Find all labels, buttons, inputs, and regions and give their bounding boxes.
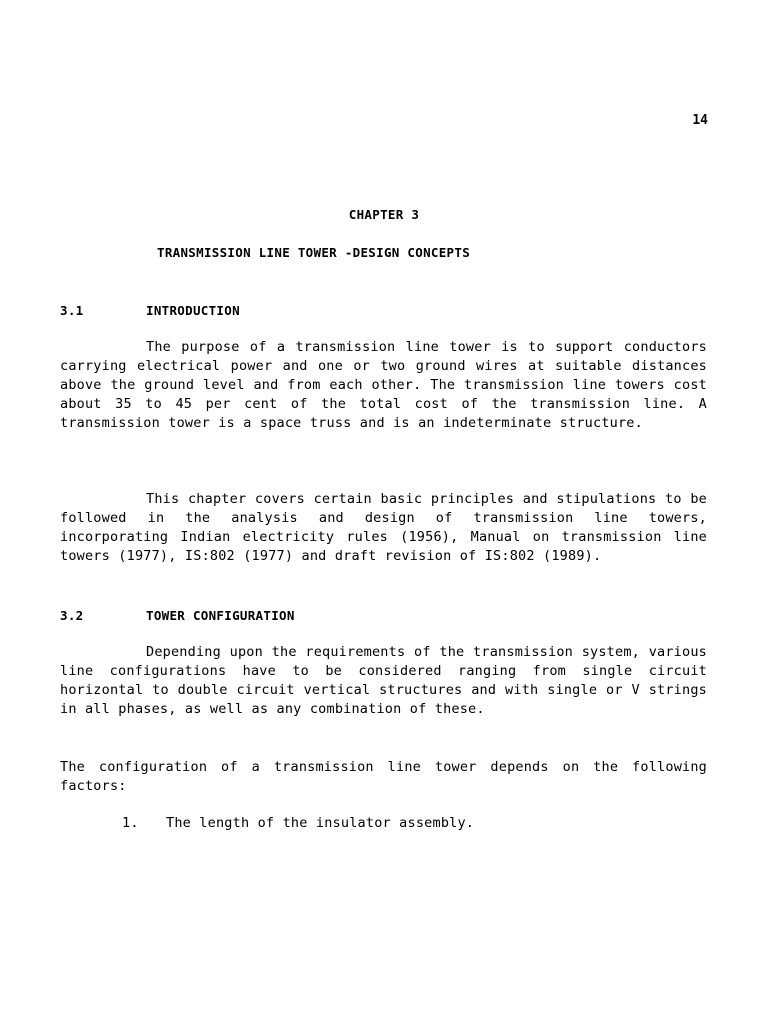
list-item-text: The length of the insulator assembly. [166, 815, 475, 831]
section-title: INTRODUCTION [146, 303, 240, 318]
list-item [122, 815, 474, 831]
chapter-subtitle: TRANSMISSION LINE TOWER -DESIGN CONCEPTS [157, 245, 471, 260]
chapter-title: CHAPTER 3 [348, 207, 420, 222]
section-title: TOWER CONFIGURATION [146, 608, 295, 623]
section-number: 3.1 [60, 303, 84, 318]
section-number: 3.2 [60, 608, 84, 623]
section-heading-tower-configuration [60, 608, 295, 623]
paragraph-intro-2: This chapter covers certain basic principles and stipulations to be followed in the analysis and design of transmission line towers, incorporating Indian electricity rules (1956), Manual on transmission line towers (1977), IS:802 (1977) and draft revision of IS:802 (1989). [60, 491, 707, 564]
list-marker: 1. [122, 815, 139, 831]
paragraph-intro-1: The purpose of a transmission line tower is to support conductors carrying electrical power and one or two ground wires at suitable distances above the ground level and from each other. The transmission line towers cost about 35 to 45 per cent of the total cost of the transmission line. A transmission tower is a space truss and is an indeterminate structure. [60, 339, 707, 431]
paragraph-configuration-2: The configuration of a transmission line tower depends on the following factors: [60, 759, 707, 794]
paragraph-configuration-1: Depending upon the requirements of the transmission system, various line configurations have to be considered ranging from single circuit horizontal to double circuit vertical structures and with single or V strings in all phases, as well as any combination of these. [60, 644, 707, 717]
section-heading-intro [60, 303, 240, 318]
page-number: 14 [692, 113, 708, 128]
